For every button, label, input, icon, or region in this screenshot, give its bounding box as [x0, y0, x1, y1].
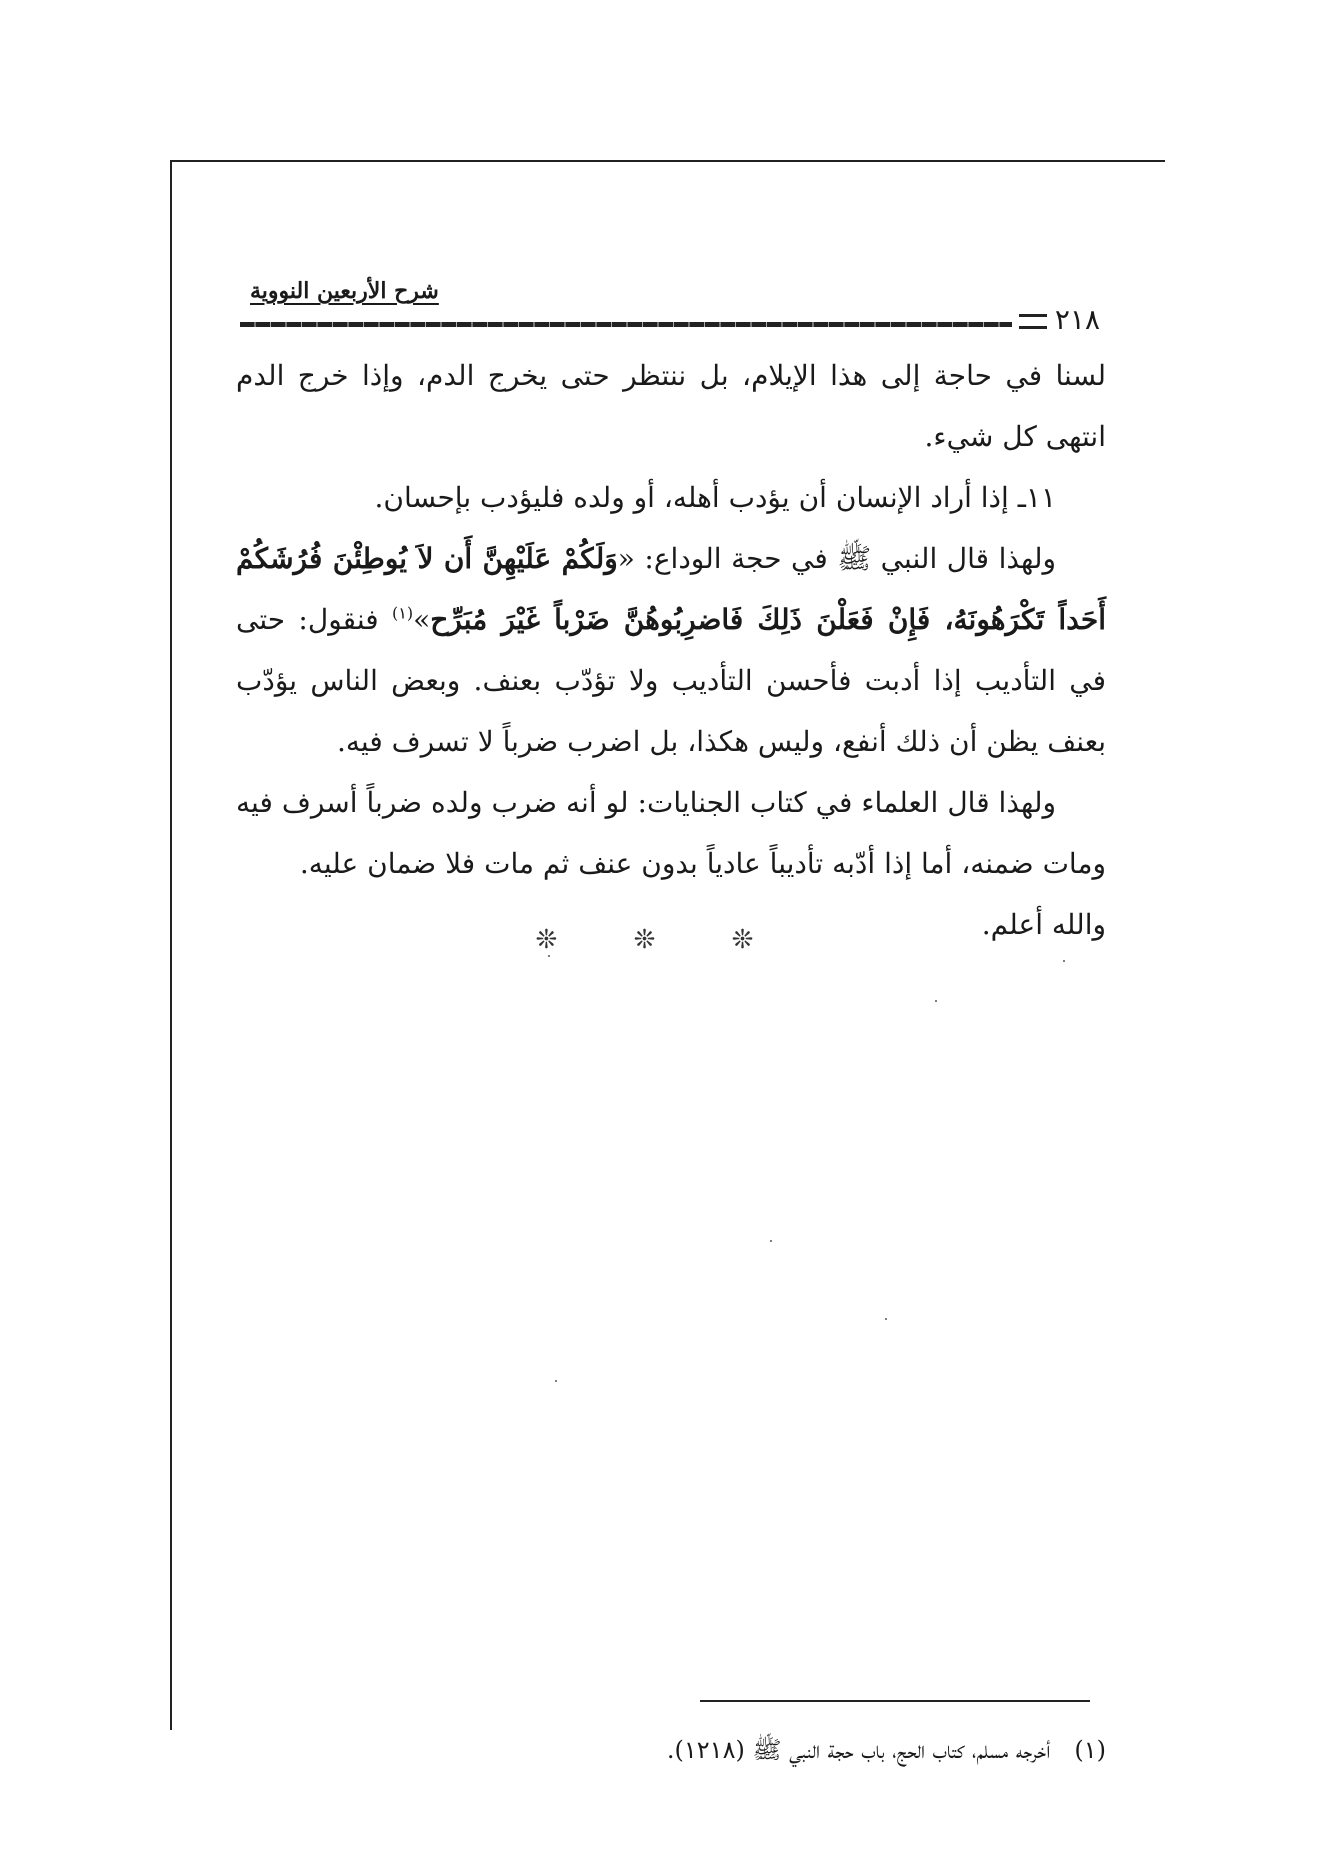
closing-line: والله أعلم.	[981, 908, 1106, 941]
quote-close: »	[413, 603, 431, 636]
scan-border-top	[170, 160, 1165, 162]
footnote-number: (١)	[1074, 1736, 1106, 1764]
scan-speck	[770, 1240, 772, 1242]
scan-speck	[555, 1380, 557, 1382]
running-title: شرح الأربعين النووية	[250, 278, 439, 304]
body-text	[236, 345, 1106, 955]
page-header	[240, 270, 1110, 340]
paragraph-4: ولهذا قال العلماء في كتاب الجنايات: لو أنه ضرب ولده ضرباً أسرف فيه ومات ضمنه، أما إذا أدّبه تأديباً عادياً بدون عنف ثم مات فلا ضمان عليه.	[236, 786, 1106, 880]
footnote-text: أخرجه مسلم، كتاب الحج، باب حجة النبي ﷺ (١٢١٨).	[666, 1736, 1051, 1764]
footnote	[236, 1730, 1106, 1770]
paragraph-2: ١١ـ إذا أراد الإنسان أن يؤدب أهله، أو ولده فليؤدب بإحسان.	[374, 481, 1056, 514]
header-rule	[240, 322, 1012, 327]
paragraph-3-rest: فنقول: حتى في التأديب إذا أدبت فأحسن التأديب ولا تؤدّب بعنف. وبعض الناس يؤدّب بعنف يظن أن ذلك أنفع، وليس هكذا، بل اضرب ضرباً لا تسرف فيه.	[236, 603, 1106, 758]
page-number: ٢١٨	[1019, 306, 1100, 334]
section-separator: ❊ ❊ ❊	[535, 925, 788, 955]
scan-speck	[548, 955, 550, 957]
scan-speck	[935, 1000, 937, 1002]
scan-speck	[1063, 960, 1065, 962]
hadith-quote: وَلَكُمْ عَلَيْهِنَّ أَن لاَ يُوطِئْنَ فُرُشَكُمْ أَحَداً تَكْرَهُونَهُ، فَإِنْ فَعَلْنَ ذَلِكَ فَاضرِبُوهُنَّ ضَرْباً غَيْرَ مُبَرِّح	[236, 542, 1106, 636]
paragraph-3	[236, 528, 1106, 772]
scan-speck	[885, 1318, 887, 1320]
paragraph-3-intro: ولهذا قال النبي ﷺ في حجة الوداع: «	[617, 542, 1057, 575]
footnote-reference: (١)	[391, 603, 414, 623]
footnote-rule	[700, 1700, 1090, 1702]
paragraph-1: لسنا في حاجة إلى هذا الإيلام، بل ننتظر حتى يخرج الدم، وإذا خرج الدم انتهى كل شيء.	[236, 359, 1106, 453]
